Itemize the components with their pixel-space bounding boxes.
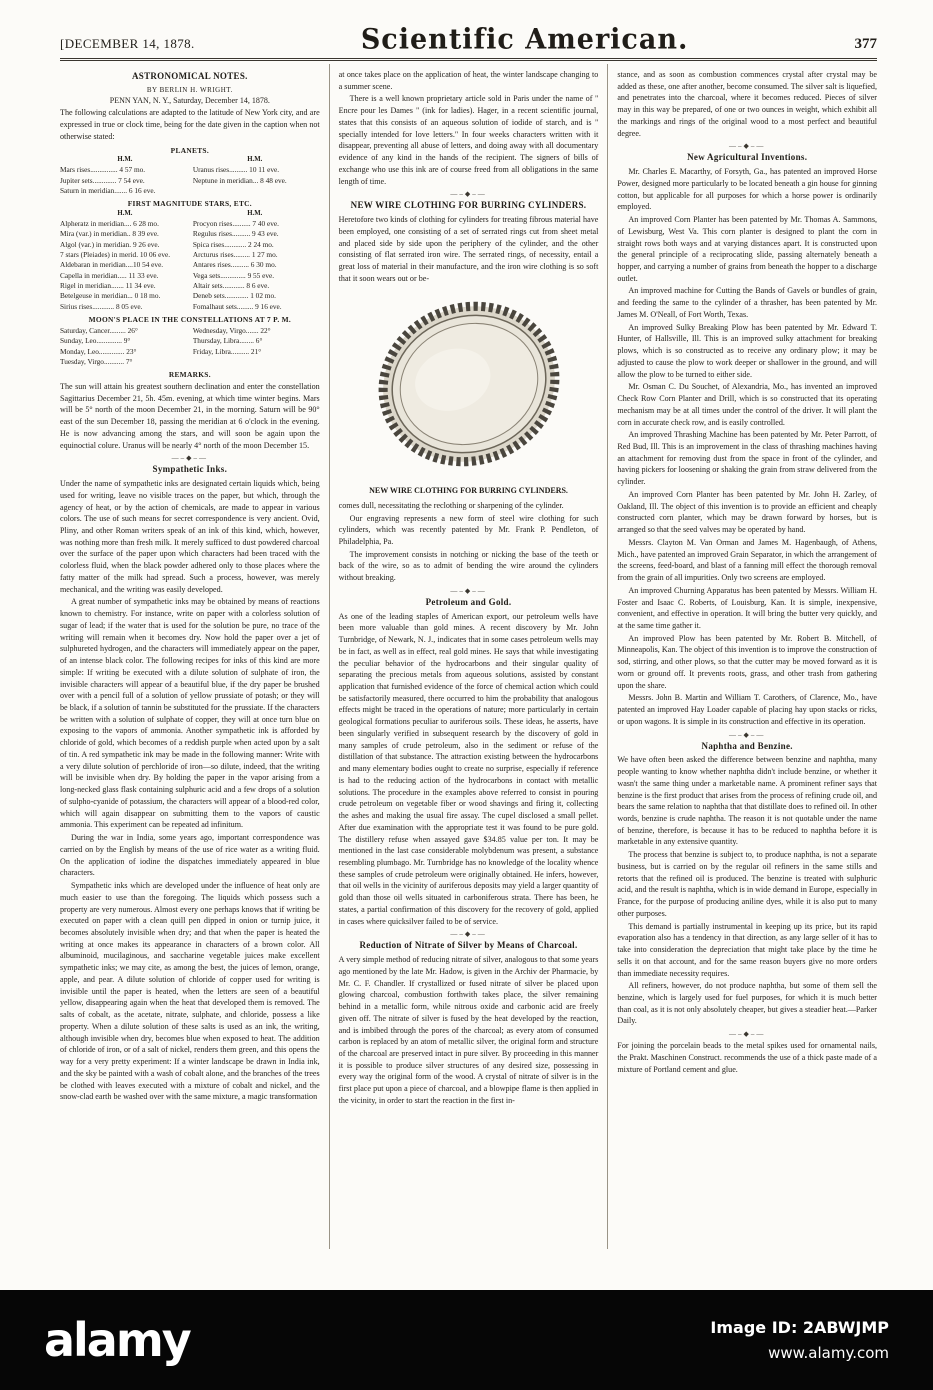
paragraph: An improved Churning Apparatus has been patented by Messrs. William H. Foster and Isaac C. Roberts, of Louisburg, Kan. It is simple, inexpensive, convenient, and effective in operation. It will bring the butter very quickly, and at the same time gather it. [617,585,878,630]
planets-table-title: PLANETS. [170,145,209,155]
table-row [60,229,320,239]
table-row [60,176,320,186]
table-row [60,260,320,270]
table-row [60,165,320,175]
paragraph: A great number of sympathetic inks may be obtained by means of reactions known to chemistry. For instance, write on paper with a colorless solution of sugar of lead; if the water that is used for the solution be pure, no trace of the writing will remain when it becomes dry. Now hold the paper over a jet of sulphureted hydrogen, and the characters will immediately appear on the paper, of an intense black color. The following recipes for inks of this kind are more simple: If writing be executed with a dilute solution of sulphate of iron, the invisible characters will appear of a beautiful blue, if the dry paper be brushed over with a pencil full of a solution of yellow prussiate of potash; or they will be black, if a solution of tannin be substituted for the prussiate. If the characters be written with a solution of sulphate of copper, they will at once turn blue on exposing to the vapors of ammonia. Another sympathetic ink is afforded by chloride of gold, which becomes of a reddish purple when acted upon by a salt of tin. A red sympathetic ink may be made in the following manner: Write with a very dilute solution of perchloride of iron—so dilute, indeed, that the writing will be invisible when dry. By holding the paper in the vapor arising from a long-necked glass flask containing sulphuric acid and a few drops of a solution of sulpho-cyanide of potassium, the characters will appear of a blood-red color, which will again disappear on submitting them to the vapors of caustic ammonia. This experiment can be repeated ad infinitum. [60,597,320,830]
table-cell: Alpheratz in meridian.... 6 28 mo. [60,218,159,228]
masthead-rule [60,58,877,61]
paragraph: As one of the leading staples of American export, our petroleum wells have been more valuable than gold mines. A recent discovery by Mr. John Turnbridge, of Newark, N. J., indicates that in some cases petroleum wells may be in fact, as well as in effect, real gold mines. He says that while investigating the peculiar behavior of the hydrocarbons and their singular quality of separating the precious metals from aqueous solutions, assisted by constant application that furnished evidence of the force of chemical action which could be satisfactorily measured, there occurred to him the probability that analogous effects might be traced in the operations of nature; more particularly in certain geological formations peculiar to auriferous soils. These ideas, he asserts, have been singularly verified in subsequent research by the discovery of gold in many samples of crude petroleum, also in the sediment or refuse of the distillation of that substance. The attraction existing between the hydrocarbons and many elementary bodies ought to create no surprise, especially if reference is had to the reducing action of the hydrocarbons in contact with metallic solutions. The procedure in the examples above referred to consist in pouring crude petroleum on vegetable fiber or wood shavings and firing it, collecting the ashes and making the usual fire assay. The cupel disclosed a small pellet. After due examination with the appropriate test it was found to be pure gold. The distillery refuse when assayed gave $34.85 value per ton. It may be mentioned in the last case considerable molybdenum was present, a substance resembling plumbago. Mr. Turnbridge has no knowledge of the locality whence these samples of crude petroleum were originally obtained. He infers, however, that oil wells in the vicinity of auriferous deposits may yield a larger quantity of gold than those oil wells situated in carboniferous strata. There has been, he states, a partial confirmation of this discovery for the recovery of gold, applied in cases where quicksilver failed to be of service. [338,611,599,926]
serrated-cylinder-illustration [358,288,580,480]
paragraph: Our engraving represents a new form of steel wire clothing for such cylinders, which was recently patented by Mr. Frank P. Pendleton, of Philadelphia, Pa. [338,513,599,546]
table-cell: Sirius rises............ 8 05 eve. [60,301,143,311]
paragraph: This demand is partially instrumental in keeping up its price, but its rapid evaporation also has a tendency in that direction, as any large seller of it has to take into consideration the depreciation that might take place by the time he sells it on that account, and for the same reason buyers give no more orders than immediate necessity requires. [617,921,878,978]
paragraph: An improved Corn Planter has been patented by Mr. Thomas A. Sammons, of Lewisburg, West Va. This corn planter is designed to plant the corn in straight rows both ways and at varying distances apart. It is constructed upon the general principle of a reciprocating slide, passing alternately beneath a hopper, and carrying a number of grains from beneath the hopper to a discharge outlet. [617,215,878,283]
hm-label: H.M. [247,210,263,217]
table-cell: Altair sets............ 8 6 eve. [192,280,270,290]
section-divider [617,731,877,739]
table-row [60,357,320,367]
column-right [607,64,877,1249]
table-row [60,336,320,346]
table-row [60,250,320,260]
table-cell: Capella in meridian..... 11 33 eve. [60,270,159,280]
section-divider [617,1030,877,1038]
watermark-url: www.alamy.com [768,1344,889,1362]
table-cell: Mars rises............... 4 57 mo. [60,165,146,175]
article-columns [60,64,877,1249]
astronomical-notes-heading: ASTRONOMICAL NOTES. [131,71,248,81]
table-row [60,240,320,250]
planets-hm-header [60,156,320,165]
table-cell: Rigel in meridian....... 11 34 eve. [60,280,156,290]
table-cell: Fomalhaut sets......... 9 16 eve. [192,301,282,311]
table-cell: Saturn in meridian....... 6 16 eve. [60,185,156,195]
table-row [60,219,320,229]
burring-cylinder-engraving [339,288,599,484]
hm-label: H.M. [247,156,263,164]
paragraph: An improved machine for Cutting the Bands of Gavels or bundles of grain, and feeding the same to the cylinder of a thrasher, has been patented by Mr. James M. O'Neall, of Fort Worth, Texas. [617,286,878,319]
hm-label: H.M. [117,156,133,164]
section-divider [339,190,599,198]
paragraph: Sympathetic inks which are developed under the influence of heat only are much easier to use than the foregoing. The liquids which possess such a property are very numerous. Almost every one perhaps knows that if writing be executed on paper with a clean quill pen dipped in onion or turnip juice, it becomes absolutely invisible when dry; and that when the paper is heated the writing at once makes its appearance in characters of a brown color. All albuminoid, mucilaginous, and saccharine vegetable juices make excellent sympathetic inks; we may cite, as among the best, the juices of lemon, orange, apple, and pear. A dilute solution of chloride of copper used for writing is invisible until the paper is heated, when the letters are seen of a beautiful yellow, disappearing again when the heat that developed them is removed. The salts of cobalt, as the acetate, nitrate, sulphate, and chloride, possess a like property. When a dilute solution of these salts is used as an ink, the writing, although invisible when dry, becomes blue when exposed to heat. The addition of chloride of iron, or of a salt of nickel, renders them green, and this opens the way for a very pretty experiment: If a winter landscape be drawn in India ink, and the sky be painted with a wash of cobalt alone, and the branches of the trees be clothed with leaves executed with a mixture of cobalt and nickel, and the snow-clad earth be washed over with the same mixture, a magic transformation [60,881,320,1102]
table-row [60,186,320,196]
table-cell: Tuesday, Virgo........... 7° [60,356,133,366]
astronomical-notes-intro: The following calculations are adapted to the latitude of New York city, and are expressed in true or clock time, being for the date given in the caption when not otherwise stated: [60,108,320,141]
table-cell: 7 stars (Pleiades) in merid. 10 06 eve. [60,249,171,259]
paragraph: An improved Sulky Breaking Plow has been patented by Mr. Edward T. Hunter, of Hallsville, Ill. This is an improved sulky attachment for breaking plows, which is so constructed as to receive any ordinary plow; it may be adjusted to cause the plow to work deeper or shallower in the ground, and will allow the plow to be turned to either side. [617,322,878,379]
issue-date: [DECEMBER 14, 1878. [60,36,195,51]
paragraph: For joining the porcelain beads to the metal spikes used for ornamental nails, the Prakt. Maschinen Construct. recommends the use of a thick paste made of a mixture of Portland cement and glue. [617,1041,878,1074]
paragraph: An improved Corn Planter has been patented by Mr. John H. Zarley, of Oakland, Ill. The object of this invention is to provide an efficient and cheaply constructed corn planter, which may be drawn forward by horses, but is arranged so that the seed valves may be operated by hand. [617,489,878,535]
watermark-bar [0,1290,933,1390]
paragraph: stance, and as soon as combustion commences crystal after crystal may be added as these, one after another, become consumed. The silver salt is liquefied, and penetrates into the charcoal, where it becomes reduced. Pieces of silver may in this way be prepared, of one or two ounces in weight, which exhibit all the markings and rings of the original wood to a most perfect and beautiful degree. [617,70,878,138]
table-cell: Jupiter sets............. 7 54 eve. [60,175,145,185]
table-cell: Antares rises.......... 6 30 mo. [192,260,277,270]
paragraph: A very simple method of reducing nitrate of silver, analogous to that some years ago mentioned by the late Mr. Hadow, is given in the Archiv der Pharmacie, by Mr. C. F. Chandler. If crystallized or fused nitrate of silver be placed upon glowing charcoal, combustion forthwith takes place, the silver remaining behind in a metallic form, while nitrous oxide and carbonic acid are freely given off. The nitrate of silver is fused by the heat developed by the reaction, and is imbibed through the pores of the charcoal; as every atom of consumed carbon is replaced by an atom of metallic silver, the original form and structure of the charcoal are preserved intact in pure silver. By proceeding in this manner it is possible to produce silver structures of any desired size, possessing in every way the original form of the wood. A crystal of nitrate of silver is in the first place put upon a piece of charcoal, and a blowpipe flame is then applied in the vicinity, in order to start the reaction in the first in- [338,955,599,1105]
paragraph: All refiners, however, do not produce naphtha, but some of them sell the benzine, which is largely used for fuel purposes, for which it is much better than coal, as it is not only absolutely cheaper, but gives a steadier heat.—Parker Daily. [617,981,878,1026]
table-cell: Regulus rises.......... 9 43 eve. [192,229,279,239]
table-cell: Procyon rises.......... 7 40 eve. [192,218,279,228]
table-row [60,326,320,336]
column-middle [329,64,608,1249]
table-cell: Mira (var.) in meridian.. 8 39 eve. [60,229,159,239]
alamy-logo: alamy [44,1313,190,1367]
table-cell: Thursday, Libra........ 6° [192,336,263,346]
paragraph: The improvement consists in notching or nicking the base of the teeth or back of the wire, so as to admit of bending the wire around the cylinders without breaking. [338,549,599,583]
astronomical-notes-byline: BY BERLIN H. WRIGHT. [146,85,233,94]
agricultural-inventions-heading: New Agricultural Inventions. [687,152,808,163]
table-cell: Saturday, Cancer......... 26° [60,325,138,335]
paragraph: Under the name of sympathetic inks are designated certain liquids which, being used for writing, leave no visible traces on the paper, but which, through the agency of heat, or by the action of chemicals, are made to appear in various colors. The use of such means for secret correspondence is very ancient. Ovid, Pliny, and other Roman writers speak of an ink of this kind, which, however, was nothing more than fresh milk. It merely sufficed to dust powdered charcoal over the surface of the paper upon which characters had been traced with the colorless fluid, when the black powder adhered only to those places where the fatty matter of the milk had spread. Such a process, however, was merely mechanical, and the writing was easily developed. [60,479,320,594]
silver-reduction-heading: Reduction of Nitrate of Silver by Means of Charcoal. [359,940,578,951]
remarks-paragraph: The sun will attain his greatest southern declination and enter the constellation Sagittarius December 21, 5h. 45m. evening, at which time winter begins. Mars will be 5° north of the moon December 21, in the morning. Saturn will be 90° east of the sun December 18, passing the meridian at 6 o'clock in the evening. He is now advancing among the stars, and will soon be again upon the equinoctial colure. Uranus will be nearly 4° north of the moon December 15. [60,381,320,450]
publication-title: Scientific American. [360,23,689,56]
paragraph: An improved Thrashing Machine has been patented by Mr. Peter Parrott, of Red Bud, Ill. This is an improvement in the class of thrashing machines having an attachment for removing dust from the space in front of the cylinder, and having pickers for loosening or shaking the grain from straw delivered from the cylinder. [617,430,878,487]
table-cell [187,357,320,367]
paragraph: There is a well known proprietary article sold in Paris under the name of " Encre pour les Dames " (ink for ladies). Hager, in a recent scientific journal, states that this consists of an aqueous solution of iodide of starch, and is " specially intended for love letters." In four weeks characters written with it disappear, preventing all abuse of letters, and doing away with all documentary evidence of any kind in the hands of the recipient. The signers of bills of exchange who use this ink are of course freed from all obligations in the same length of time. [338,94,599,186]
table-cell: Spica rises............ 2 24 mo. [192,239,274,249]
paragraph: We have often been asked the difference between benzine and naphtha, many people wanting to know whether naphtha didn't include benzine, or whether it wasn't the same thing under a marketable name. A prominent refiner says that benzine is the first product that arises from the process of refining crude oil, and bears the same relation to naphtha that that distillate does to refined oil. In other words, benzine is crude naphtha. The reason it is not quotable under the name of benzine, therefore, is because it has to be reduced to naphtha before it is marketable in any extensive quantity. [617,755,878,847]
remarks-title: REMARKS. [168,370,211,380]
table-cell: Wednesday, Virgo....... 22° [192,325,271,335]
column-left [60,64,329,1249]
section-divider [339,930,599,938]
wire-clothing-heading: NEW WIRE CLOTHING FOR BURRING CYLINDERS. [350,200,587,211]
table-cell: Aldebaran in meridian....10 54 eve. [60,260,164,270]
naphtha-benzine-heading: Naphtha and Benzine. [701,740,793,751]
paragraph: at once takes place on the application of heat, the winter landscape changing to a summer scene. [338,70,599,91]
table-cell: Friday, Libra.......... 21° [192,346,262,356]
paragraph: During the war in India, some years ago, important correspondence was carried on by the English by means of the use of rice water as a writing fluid. On the application of iodine the dispatches immediately appeared in blue characters. [60,833,320,878]
table-row [60,347,320,357]
page-number: 377 [854,36,877,52]
paragraph: An improved Plow has been patented by Mr. Robert B. Mitchell, of Minneapolis, Kan. The object of this invention is to improve the construction of sod, stirring, and other plows, so that the cutter may be moved forward as it is worn or ground off. It prevents roots, grass, and other trash from gathering upon the share. [617,633,878,690]
astronomical-notes-dateline: PENN YAN, N. Y., Saturday, December 14, 1878. [109,95,270,105]
table-cell: Sunday, Leo.............. 9° [60,336,131,346]
moon-table-title: MOON'S PLACE IN THE CONSTELLATIONS AT 7 P. M. [88,315,292,325]
table-row [60,271,320,281]
table-row [60,281,320,291]
table-cell: Vega sets.............. 9 55 eve. [192,270,275,280]
table-cell: Betelgeuse in meridian... 0 18 mo. [60,291,161,301]
section-divider [617,142,877,150]
engraving-caption: NEW WIRE CLOTHING FOR BURRING CYLINDERS. [369,486,568,496]
paragraph: Heretofore two kinds of clothing for cylinders for treating fibrous material have been employed, one consisting of a set of serrated rings cut from sheet metal and placed side by side upon the periphery of the cylinder, and the other consisting of flat serrated iron wire. The serrated rings, of necessity, entail a great loss of material in their manufacture, and the iron wire clothing is so soft that it soon wears out or be- [338,215,599,283]
paragraph: Messrs. John B. Martin and William T. Carothers, of Clarence, Mo., have patented an improved Hay Loader capable of placing hay upon stacks or ricks, or upon wagons. It is simple in its construction and effective in its operation. [617,693,878,726]
image-id-label: Image ID: 2ABWJMP [710,1318,889,1337]
paragraph: Mr. Osman C. Du Souchet, of Alexandria, Mo., has invented an improved Check Row Corn Planter and Drill, which is so constructed that its operating mechanism may be at all times under the control of the driver. It will plant the corn in accurate check row, and is easily controlled. [617,382,878,427]
stars-table-title: FIRST MAGNITUDE STARS, ETC. [127,199,252,209]
paragraph: comes dull, necessitating the reclothing or sharpening of the cylinder. [338,500,564,510]
table-cell: Monday, Leo.............. 23° [60,346,137,356]
table-cell [187,186,320,196]
stars-hm-header [60,210,320,219]
petroleum-gold-heading: Petroleum and Gold. [425,596,512,607]
hm-label: H.M. [117,210,133,217]
section-divider [60,454,320,462]
paragraph: Messrs. Clayton M. Van Orman and James M. Hagenbaugh, of Athens, Mich., have patented an improved Grain Separator, in which the arrangement of the screens, feed-board, and blast of a fanning mill effect the thorough removal from the grain of all impurities. Only two screens are employed. [617,537,878,583]
table-cell: Neptune in meridian... 8 48 eve. [192,175,287,185]
table-cell: Uranus rises.......... 10 11 eve. [192,165,280,175]
paragraph: The process that benzine is subject to, to produce naphtha, is not a separate business, but is carried on by the regular oil refiners in the same stills and retorts that the refined oil is produced. The benzine is treated with sulphuric acid, and the result is naphtha, which is in wide demand in Europe, especially in France, for the purpose of producing aniline dyes, while it is also put to many other purposes. [617,850,878,918]
table-row [60,302,320,312]
table-cell: Arcturus rises......... 1 27 mo. [192,249,278,259]
watermark-info [710,1318,889,1362]
table-cell: Deneb sets............. 1 02 mo. [192,291,276,301]
table-row [60,291,320,301]
masthead [60,24,877,55]
table-cell: Algol (var.) in meridian. 9 26 eve. [60,239,160,249]
sympathetic-inks-heading: Sympathetic Inks. [152,464,228,475]
section-divider [339,587,599,595]
paragraph: Mr. Charles E. Macarthy, of Forsyth, Ga., has patented an improved Horse Power, designed more particularly to be located beneath a gin house for ginning cotton, but applicable for all purposes for which a horse power is ordinarily employed. [617,167,878,212]
